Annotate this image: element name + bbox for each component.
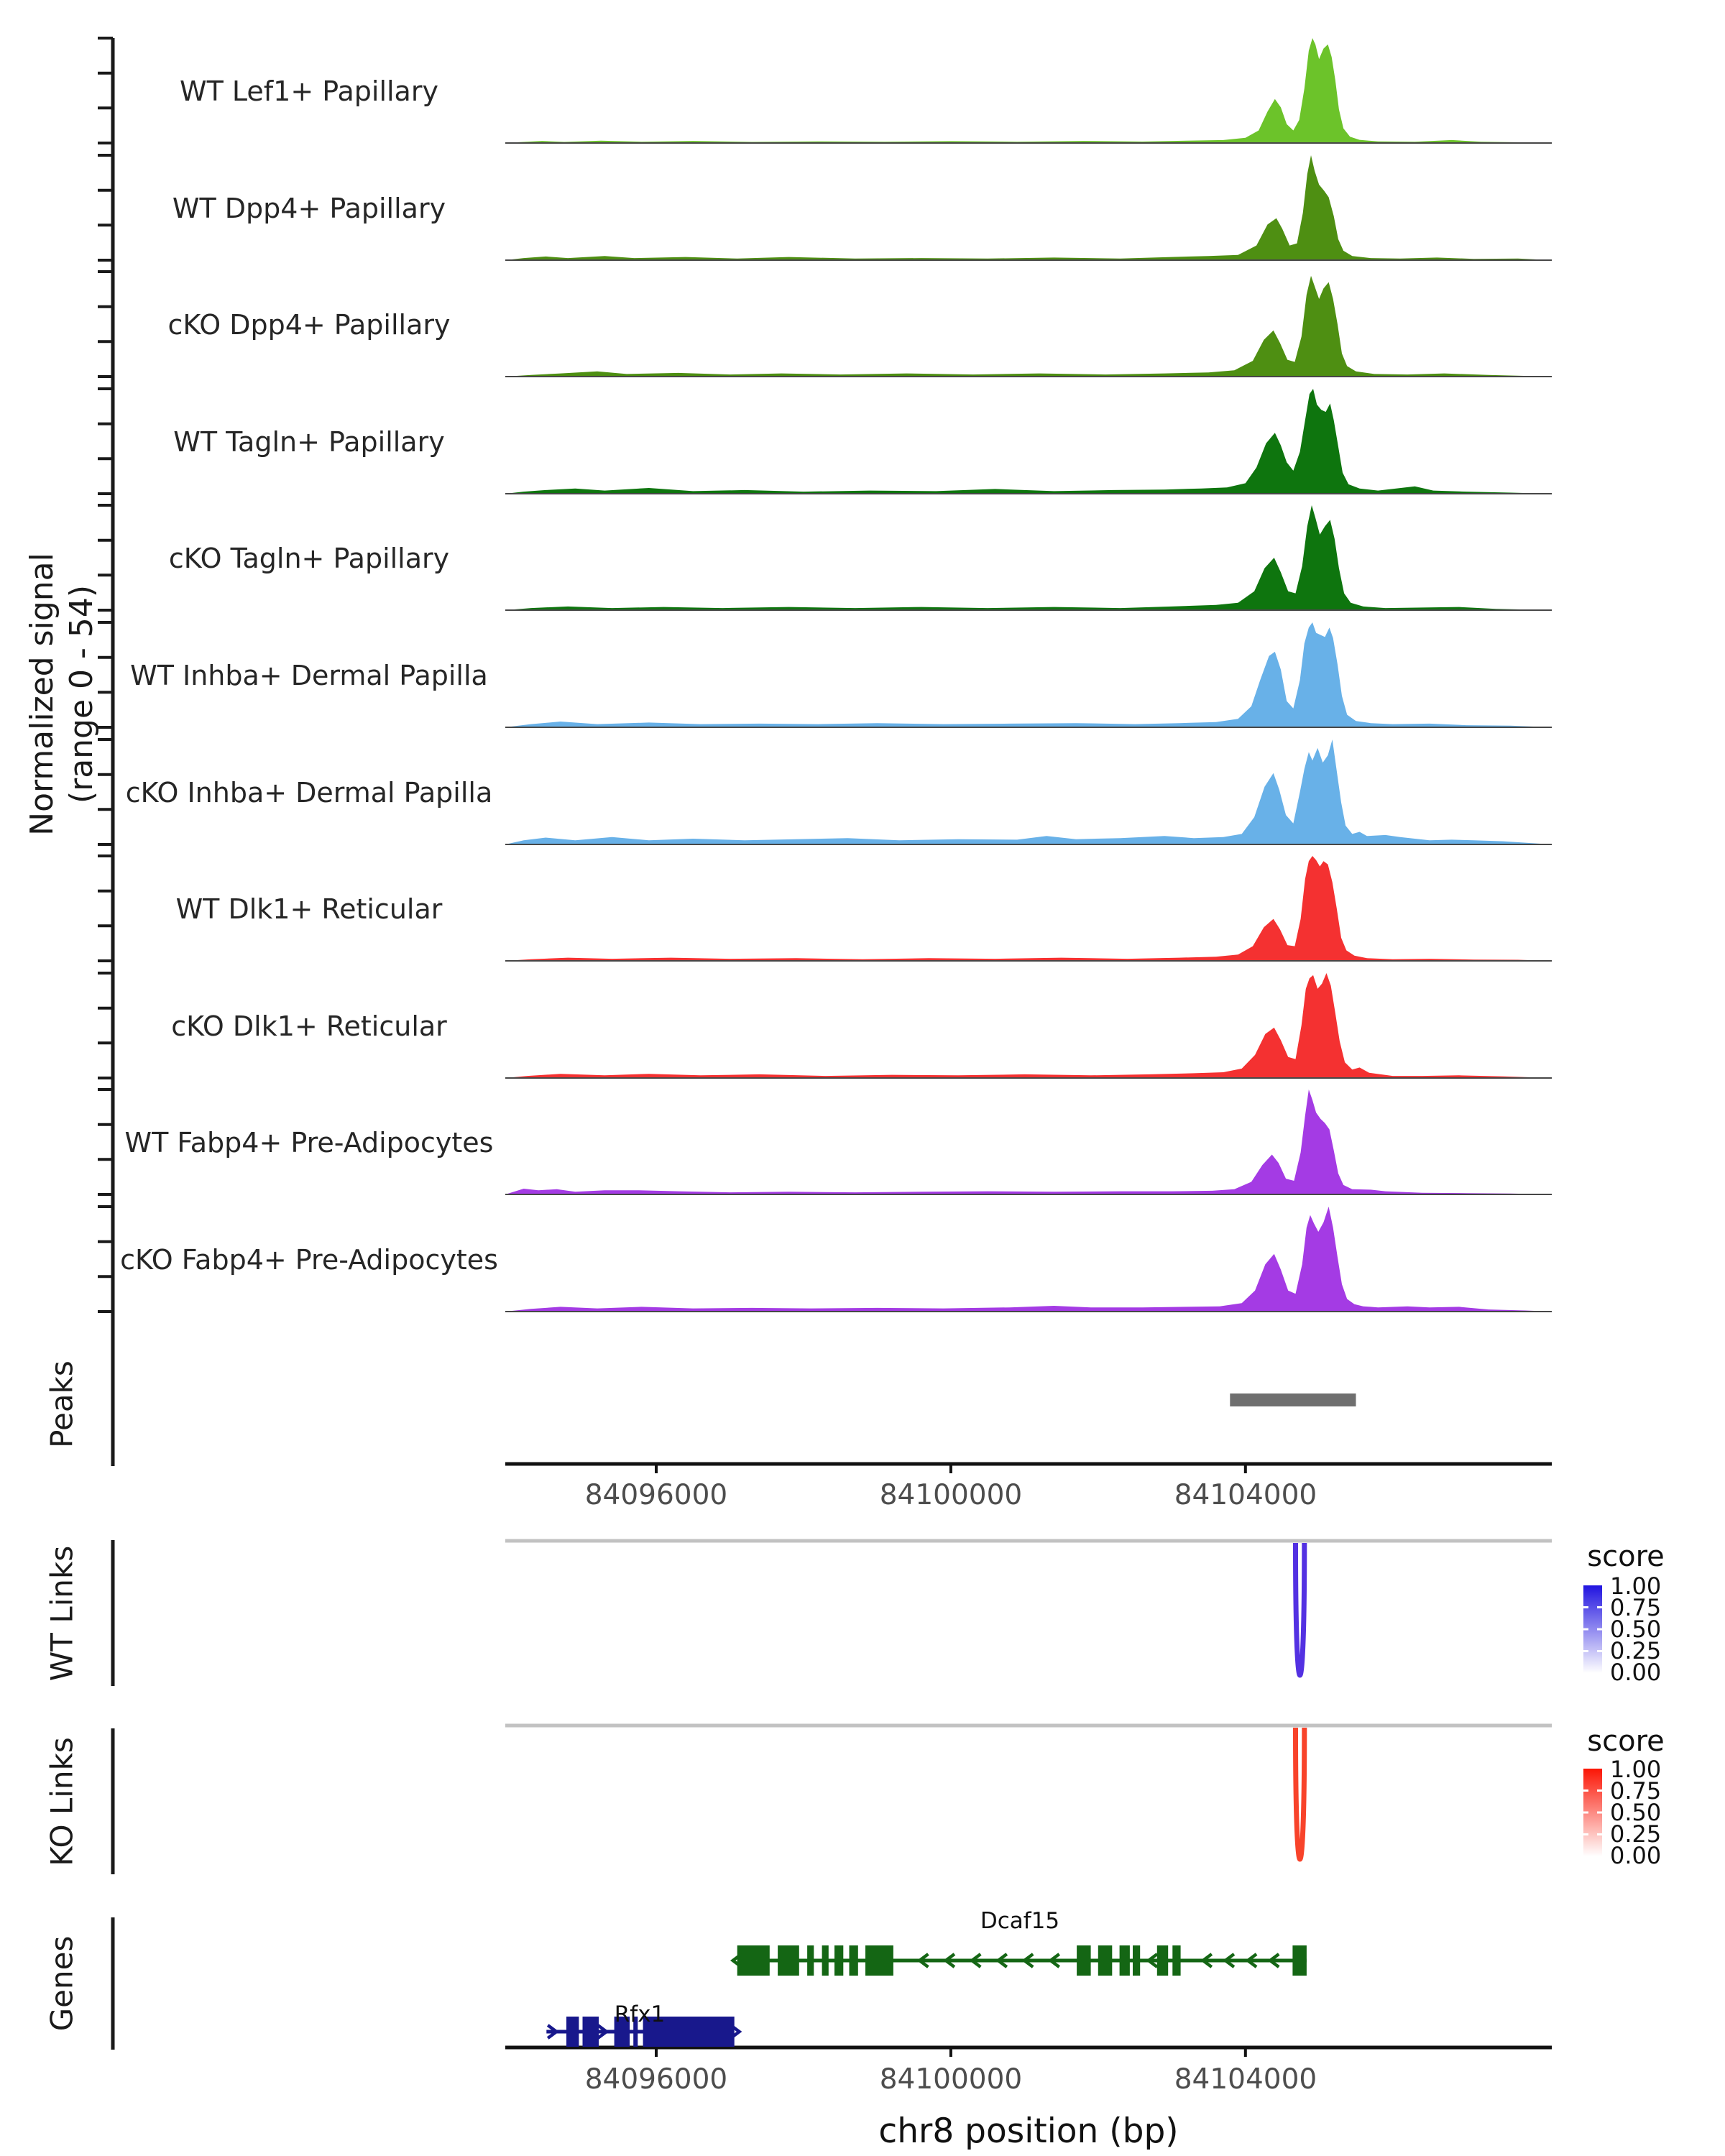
gene-exon	[566, 2017, 579, 2047]
track-label: WT Lef1+ Papillary	[180, 75, 438, 107]
gene-exon	[737, 1945, 770, 1976]
y-axis-title-line1: Normalized signal	[24, 553, 60, 836]
track-label: cKO Dpp4+ Papillary	[167, 309, 451, 341]
x-axis-title: chr8 position (bp)	[878, 2111, 1179, 2151]
gene-exon	[1157, 1945, 1168, 1976]
ko-link-arc	[1296, 1728, 1305, 1859]
legend-title-wt: score	[1587, 1540, 1665, 1573]
track-label: WT Fabp4+ Pre-Adipocytes	[124, 1127, 494, 1158]
x-tick-label: 84100000	[879, 1479, 1023, 1511]
gene-exon	[1077, 1945, 1091, 1976]
legend-tick: 1.00	[1610, 1572, 1662, 1600]
gene-exon	[778, 1945, 799, 1976]
y-axis-title	[22, 553, 101, 836]
signal-area-track-1	[505, 155, 1552, 260]
track-label: WT Tagln+ Papillary	[173, 426, 445, 458]
legend-tick: 0.50	[1610, 1616, 1662, 1643]
legend-title-ko: score	[1587, 1725, 1665, 1758]
gene-exon	[822, 1945, 829, 1976]
section-label-wt-links: WT Links	[44, 1545, 80, 1682]
gene-exon	[807, 1945, 814, 1976]
x-tick-label: 84096000	[584, 1479, 728, 1511]
track-label: cKO Dlk1+ Reticular	[171, 1010, 447, 1042]
signal-area-track-0	[505, 38, 1552, 143]
peak-bar	[1230, 1393, 1356, 1406]
signal-area-track-10	[505, 1207, 1552, 1312]
signal-area-track-8	[505, 973, 1552, 1078]
signal-area-track-5	[505, 622, 1552, 727]
section-label-genes: Genes	[44, 1935, 80, 2032]
gene-exon	[1120, 1945, 1130, 1976]
track-label: WT Inhba+ Dermal Papilla	[130, 660, 488, 691]
track-label: cKO Tagln+ Papillary	[168, 543, 450, 574]
legend-tick: 0.00	[1610, 1842, 1662, 1869]
gene-label-rfx1: Rfx1	[614, 2001, 666, 2027]
signal-area-track-6	[505, 740, 1552, 844]
legend-tick: 0.25	[1610, 1637, 1662, 1664]
gene-exon	[1172, 1945, 1180, 1976]
legend-tick: 0.00	[1610, 1659, 1662, 1686]
wt-link-arc	[1296, 1543, 1305, 1675]
x-tick-label: 84096000	[584, 2063, 728, 2096]
signal-area-track-4	[505, 505, 1552, 610]
legend-tick: 0.25	[1610, 1820, 1662, 1848]
gene-exon	[1098, 1945, 1113, 1976]
gene-exon	[1133, 1945, 1140, 1976]
y-axis-title-line2: (range 0 - 54)	[63, 584, 100, 804]
x-tick-label: 84104000	[1174, 1479, 1317, 1511]
signal-area-track-3	[505, 389, 1552, 494]
signal-area-track-9	[505, 1089, 1552, 1194]
signal-area-track-2	[505, 276, 1552, 377]
x-tick-label: 84104000	[1174, 2063, 1317, 2096]
track-label: WT Dpp4+ Papillary	[172, 193, 446, 224]
track-label: cKO Inhba+ Dermal Papilla	[125, 777, 493, 808]
section-label-ko-links: KO Links	[44, 1737, 80, 1866]
track-label: cKO Fabp4+ Pre-Adipocytes	[120, 1244, 498, 1276]
gene-exon	[1292, 1945, 1307, 1976]
legend-tick: 0.50	[1610, 1799, 1662, 1826]
track-label: WT Dlk1+ Reticular	[175, 893, 443, 925]
gene-exon	[834, 1945, 843, 1976]
legend-tick: 0.75	[1610, 1777, 1662, 1805]
x-tick-label: 84100000	[879, 2063, 1023, 2096]
signal-area-track-7	[505, 856, 1552, 961]
gene-exon	[865, 1945, 893, 1976]
gene-exon	[583, 2017, 599, 2047]
legend-tick: 1.00	[1610, 1756, 1662, 1783]
section-label-peaks: Peaks	[44, 1360, 80, 1448]
gene-exon	[850, 1945, 858, 1976]
gene-label-dcaf15: Dcaf15	[980, 1908, 1060, 1934]
legend-tick: 0.75	[1610, 1594, 1662, 1621]
